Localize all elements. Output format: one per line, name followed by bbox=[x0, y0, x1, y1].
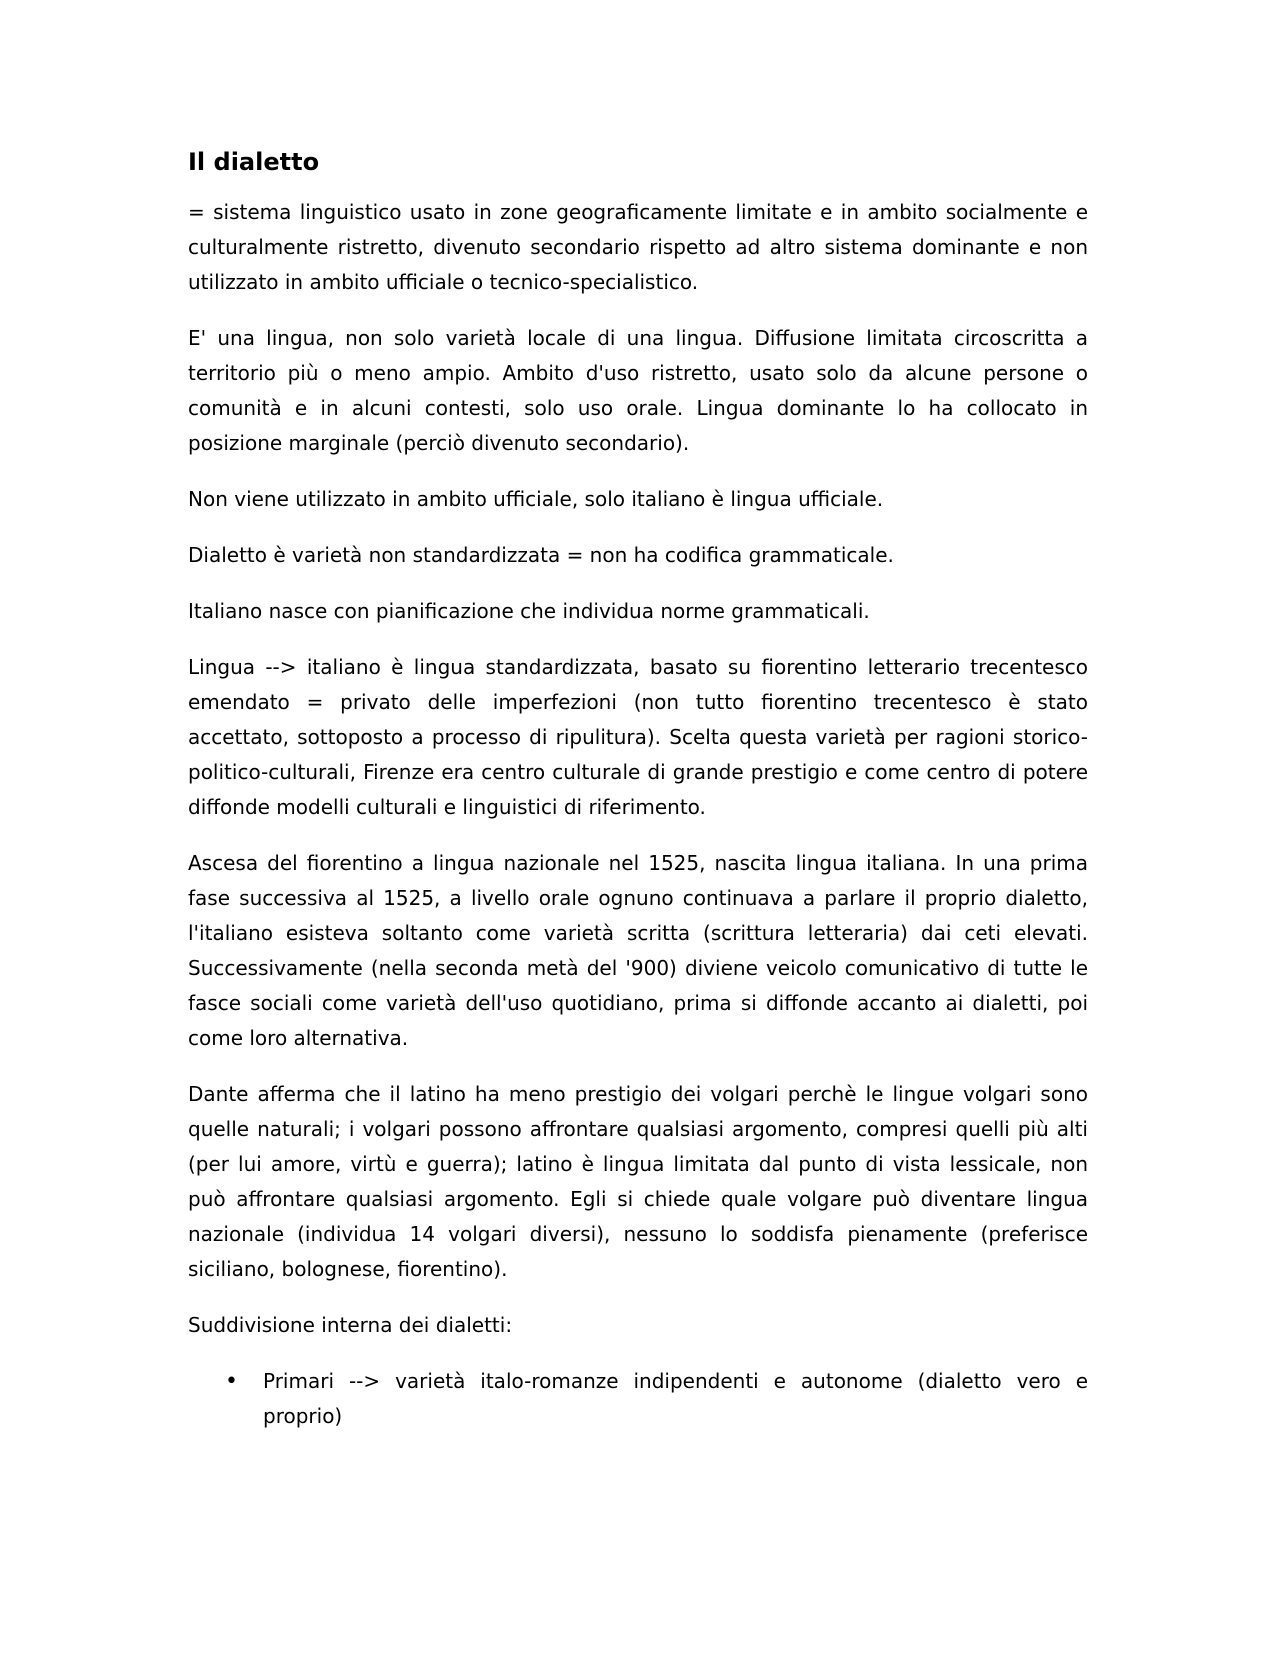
paragraph-lingua: E' una lingua, non solo varietà locale di una lingua. Diffusione limitata circoscritta a territorio più o meno ampio. Ambito d'uso ristretto, usato solo da alcune persone o comunità e in alcuni contesti, solo uso orale. Lingua dominante lo ha collocato in posizione marginale (perciò divenuto secondario). bbox=[188, 326, 1088, 455]
paragraph-dante: Dante afferma che il latino ha meno prestigio dei volgari perchè le lingue volgari sono quelle naturali; i volgari possono affrontare qualsiasi argomento, compresi quelli più alti (per lui amore, virtù e guerra); latino è lingua limitata dal punto di vista lessicale, non può affrontare qualsiasi argomento. Egli si chiede quale volgare può diventare lingua nazionale (individua 14 volgari diversi), nessuno lo soddisfa pienamente (preferisce siciliano, bolognese, fiorentino). bbox=[188, 1082, 1088, 1281]
list-item bbox=[188, 1364, 1088, 1434]
paragraph-ascesa-fiorentino: Ascesa del fiorentino a lingua nazionale nel 1525, nascita lingua italiana. In una prima fase successiva al 1525, a livello orale ognuno continuava a parlare il proprio dialetto, l'italiano esisteva soltanto come varietà scritta (scrittura letteraria) dai ceti elevati. Successivamente (nella seconda metà del '900) diviene veicolo comunicativo di tutte le fasce sociali come varietà dell'uso quotidiano, prima si diffonde accanto ai dialetti, poi come loro alternativa. bbox=[188, 851, 1088, 1050]
bullet-icon: • bbox=[225, 1369, 238, 1394]
document-page bbox=[188, 146, 1088, 1434]
paragraph-standardizzazione: Dialetto è varietà non standardizzata = non ha codifica grammaticale. bbox=[188, 543, 894, 567]
paragraph-definition: = sistema linguistico usato in zone geograficamente limitate e in ambito socialmente e culturalmente ristretto, divenuto secondario rispetto ad altro sistema dominante e non utilizzato in ambito ufficiale o tecnico-specialistico. bbox=[188, 200, 1088, 294]
document-title: Il dialetto bbox=[188, 148, 320, 176]
paragraph-pianificazione: Italiano nasce con pianificazione che individua norme grammaticali. bbox=[188, 599, 870, 623]
paragraph-uso-ufficiale: Non viene utilizzato in ambito ufficiale, solo italiano è lingua ufficiale. bbox=[188, 487, 884, 511]
dialect-list bbox=[188, 1364, 1088, 1434]
paragraph-suddivisione: Suddivisione interna dei dialetti: bbox=[188, 1313, 513, 1337]
paragraph-italiano-standard: Lingua --> italiano è lingua standardizzata, basato su fiorentino letterario trecentesco emendato = privato delle imperfezioni (non tutto fiorentino trecentesco è stato accettato, sottoposto a processo di ripulitura). Scelta questa varietà per ragioni storico-politico-culturali, Firenze era centro culturale di grande prestigio e come centro di potere diffonde modelli culturali e linguistici di riferimento. bbox=[188, 655, 1088, 819]
list-item-text: Primari --> varietà italo-romanze indipendenti e autonome (dialetto vero e proprio) bbox=[263, 1369, 1088, 1428]
